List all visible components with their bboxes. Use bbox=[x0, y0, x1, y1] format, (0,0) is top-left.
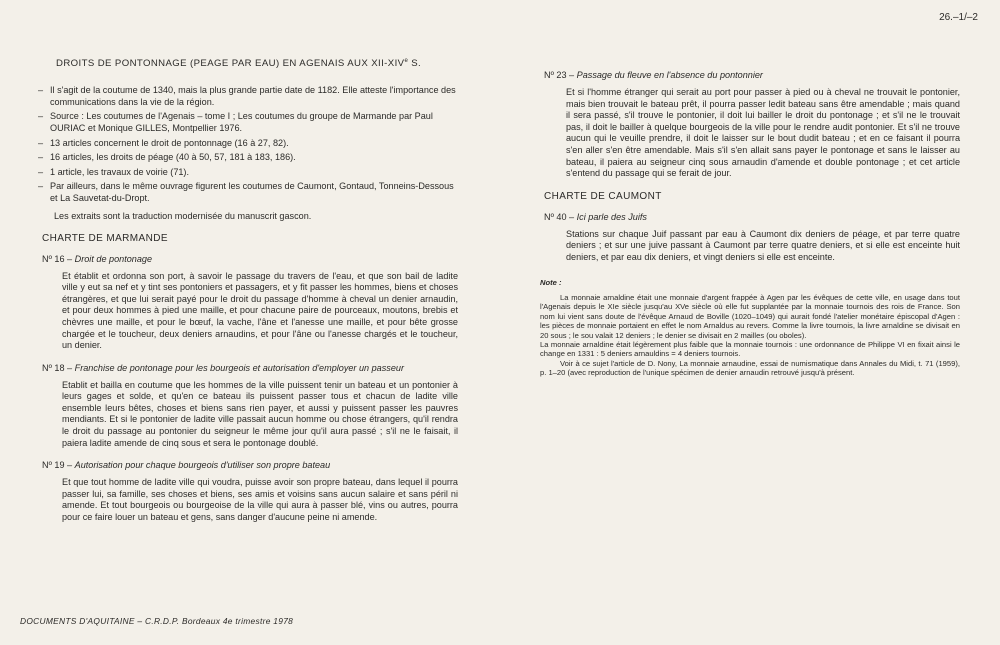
list-item-text: Il s'agit de la coutume de 1340, mais la plus grande partie date de 1182. Elle atteste l'importance des communications dans la vie de la région. bbox=[50, 85, 456, 107]
article-heading bbox=[42, 363, 458, 373]
article-number: Nº 19 – bbox=[42, 460, 75, 471]
list-item: – 1 article, les travaux de voirie (71). bbox=[38, 166, 189, 177]
article-number: Nº 18 – bbox=[42, 362, 75, 373]
note-paragraph: La monnaie arnaldine était légèrement plus faible que la monnaie tournois : une ordonnance de Philippe VI en fixait ainsi le change en 1331 : 5 deniers arnauldins = 4 deniers tournois. bbox=[540, 339, 960, 359]
list-item-text: Par ailleurs, dans le même ouvrage figurent les coutumes de Caumont, Gontaud, Tonneins-Dessous et La Sauvetat-du-Dropt. bbox=[50, 181, 454, 203]
left-column bbox=[38, 58, 458, 535]
title-superscript: e bbox=[404, 58, 409, 64]
page-reference: 26.–1/–2 bbox=[939, 12, 978, 23]
article-body: Et que tout homme de ladite ville qui voudra, puisse avoir son propre bateau, dans lequel il pourra passer lui, sa famille, ses choses et biens, ses amis et voisins sans aucun salaire et sans péril ni amende. Et tout bourgeois ou bourgeoise de la ville qui aura à passer blé, vins ou autres, pourra pour ce faire louer un bateau et gens, sans danger d'aucune peine ni amende. bbox=[62, 477, 458, 523]
title-text: DROITS DE PONTONNAGE (PEAGE PAR EAU) EN AGENAIS AUX XII-XIV bbox=[56, 58, 405, 70]
article-body: Et si l'homme étranger qui serait au port pour passer à pied ou à cheval ne trouvait le pontonier, mais bien trouvait le bateau prêt, il pourra passer ledit bateau sans être amendable ; mais quand il sera passé, s'il trouve le pontonier, il doit lui bailler le droit du pontonage ; et s'il ne le trouvait pas, il doit le bailler à quelque bourgeois de la ville pour le rendre audit pontonier. Et s'il ne trouve aucun qui le veuille prendre, il doit le laisser sur le bout dudit bateau ; et en ce faisant il pourra s'en aller s'en être amendable. Mais s'il s'en allait sans payer le pontonage et sans le laisser au bateau, il paiera au seigneur cinq sous arnaudin d'amende et double pontonage ; et cet article s'entend du passage qui se ferait de jour. bbox=[566, 87, 960, 179]
translation-note: Les extraits sont la traduction modernisée du manuscrit gascon. bbox=[54, 210, 312, 221]
list-item-text: 16 articles, les droits de péage (40 à 50, 57, 181 à 183, 186). bbox=[50, 152, 296, 163]
article-title: Ici parle des Juifs bbox=[576, 211, 647, 222]
document-title bbox=[56, 58, 458, 69]
list-item-text: 13 articles concernent le droit de pontonnage (16 à 27, 82). bbox=[50, 137, 289, 148]
article-number: Nº 40 – bbox=[544, 211, 577, 222]
list-item: – Il s'agit de la coutume de 1340, mais la plus grande partie date de 1182. Elle atteste l'importance des communications dans la vie de la région. bbox=[38, 85, 458, 108]
marmande-heading: CHARTE DE MARMANDE bbox=[42, 232, 168, 244]
list-item: – Source : Les coutumes de l'Agenais – tome I ; Les coutumes du groupe de Marmande par Paul OURIAC et Monique GILLES, Montpellier 1976. bbox=[38, 111, 458, 134]
page-footer: DOCUMENTS D'AQUITAINE – C.R.D.P. Bordeaux 4e trimestre 1978 bbox=[20, 616, 294, 626]
article-heading bbox=[42, 254, 458, 264]
article-body: Etablit et bailla en coutume que les hommes de la ville puissent tenir un bateau et un pontonier à leurs gages et solde, et qu'en ce bateau ils puissent passer tous et chacun de ladite ville ensemble leurs bêtes, choses et biens sans rien payer, et aussi y puissent passer les pauvres mendiants. Et si le pontonier de ladite ville passait aucun homme ou chose étrangers, qu'il rendra le droit du passage au pontonier du seigneur le même jour qu'il aura passé ; s'il ne le faisait, il paiera ladite amende de cinq sous et sera le pontonage doublé. bbox=[62, 379, 458, 448]
article-title: Passage du fleuve en l'absence du pontonnier bbox=[576, 70, 763, 80]
article-title: Franchise de pontonage pour les bourgeois et autorisation d'employer un passeur bbox=[74, 362, 404, 373]
right-column bbox=[540, 70, 960, 378]
article-heading bbox=[544, 212, 960, 222]
intro-list bbox=[38, 85, 458, 204]
caumont-heading: CHARTE DE CAUMONT bbox=[544, 190, 662, 202]
article-body: Et établit et ordonna son port, à savoir le passage du travers de l'eau, et que son bail de ladite ville y eut sa nef et y tint ses pontoniers et passagers, et y fit passer les hommes, biens et choses étrangères, et que lui serait payé pour le droit du passage d'homme à cheval un denier arnaudin, et pour deux hommes à pied une maille, et pour chacune paire de pourceaux, moutons, brebis et chèvres une maille, et pour le bœuf, la vache, l'âne et l'anesse une maille, et pour bête grosse chargée et le toucheur, deux deniers arnaudins, et pour l'âne ou l'anesse chargés et le toucheur, un denier. bbox=[62, 270, 458, 351]
list-item-text: 1 article, les travaux de voirie (71). bbox=[50, 166, 189, 177]
note-paragraph: La monnaie arnaldine était une monnaie d'argent frappée à Agen par les évêques de cette ville, en usage dans tout l'Agenais depuis le XIe siècle jusqu'au XVe siècle où elle fut supplantée par la monnaie tournois des rois de France. Son nom lui vient sans doute de l'évêque Arnaud de Boville (1020–1049) qui aurait fondé l'atelier monétaire épiscopal d'Agen : les pièces de monnaie portaient en effet le nom Arnaldus au revers. Comme la livre tournois, la livre arnaldine se divisait en 20 sous ; le sou valait 12 deniers ; le denier se divisait en 2 mailles (ou oboles). bbox=[540, 292, 960, 340]
note-label: Note : bbox=[540, 277, 562, 287]
article-heading bbox=[42, 460, 458, 470]
article-number: Nº 23 – bbox=[544, 70, 577, 80]
list-item: – 13 articles concernent le droit de pontonnage (16 à 27, 82). bbox=[38, 137, 289, 148]
article-heading bbox=[544, 70, 960, 80]
article-title: Droit de pontonage bbox=[74, 253, 153, 264]
note-paragraph: Voir à ce sujet l'article de D. Nony, La monnaie arnaudine, essai de numismatique dans Annales du Midi, t. 71 (1959), p. 1–20 (avec reproduction de l'unique spécimen de denier arnaudin retrouvé jusqu'à présent. bbox=[540, 358, 960, 378]
list-item: – Par ailleurs, dans le même ouvrage figurent les coutumes de Caumont, Gontaud, Tonneins-Dessous et La Sauvetat-du-Dropt. bbox=[38, 181, 458, 204]
article-body: Stations sur chaque Juif passant par eau à Caumont dix deniers de péage, et par terre quatre deniers ; et sur une juive passant à Caumont par terre quatre deniers, et si elle est enceinte huit deniers, et par eau dix deniers, et vingt deniers si elle est enceinte. bbox=[566, 228, 960, 262]
article-number: Nº 16 – bbox=[42, 253, 75, 264]
title-end: S. bbox=[408, 58, 422, 70]
article-title: Autorisation pour chaque bourgeois d'utiliser son propre bateau bbox=[74, 460, 331, 471]
footnote-box bbox=[540, 278, 960, 378]
list-item-text: Source : Les coutumes de l'Agenais – tome I ; Les coutumes du groupe de Marmande par Paul OURIAC et Monique GILLES, Montpellier 1976. bbox=[50, 111, 433, 133]
list-item: – 16 articles, les droits de péage (40 à 50, 57, 181 à 183, 186). bbox=[38, 152, 296, 163]
